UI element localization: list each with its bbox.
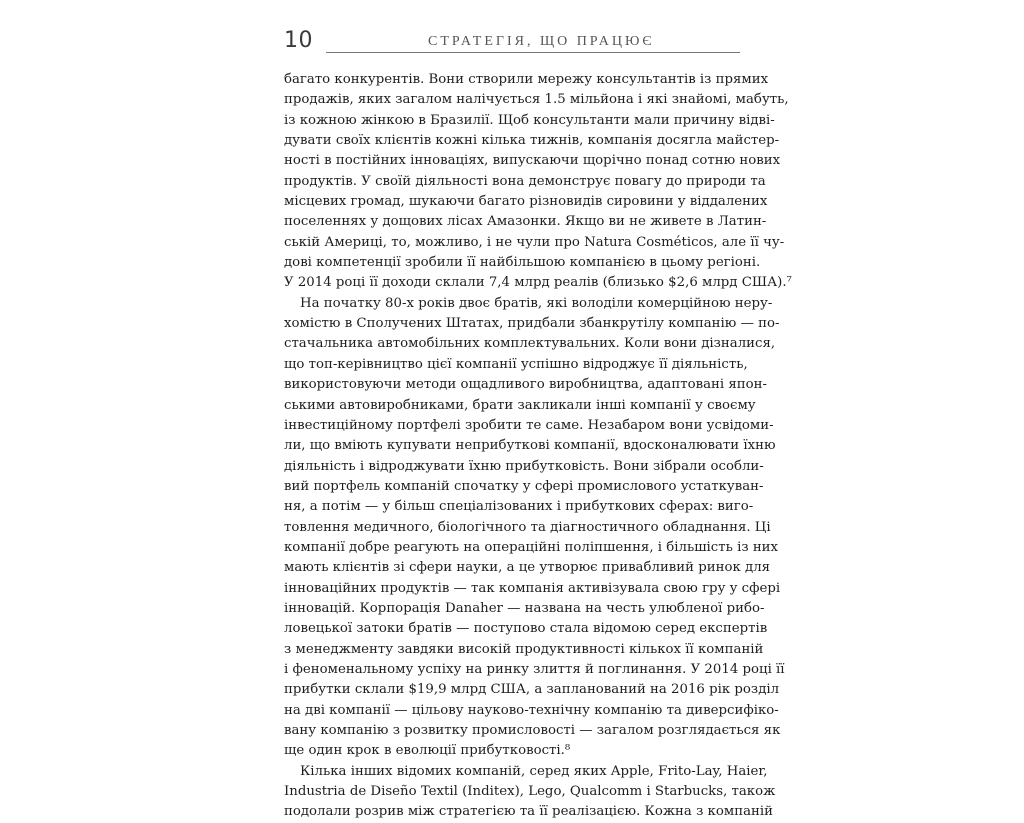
running-title: СТРАТЕГІЯ, ЩО ПРАЦЮЄ bbox=[428, 34, 655, 49]
text-line: подолали розрив між стратегією та її реалізацією. Кожна з компаній bbox=[284, 804, 773, 820]
text-line: вий портфель компаній спочатку у сфері промислового устаткуван- bbox=[284, 478, 764, 494]
text-line: багато конкурентів. Вони створили мережу консультантів із прямих bbox=[284, 72, 769, 87]
text-line: мають клієнтів зі сфери науки, а це утворює привабливий ринок для bbox=[284, 560, 771, 576]
text-line: компанії добре реагують на операційні поліпшення, і більшість із них bbox=[284, 539, 779, 555]
text-line: У 2014 році її доходи склали 7,4 млрд реалів (близько $2,6 млрд США).⁷ bbox=[284, 275, 792, 291]
text-line: поселеннях у дощових лісах Амазонки. Якщо ви не живете в Латин- bbox=[284, 214, 767, 230]
text-line: ській Америці, то, можливо, і не чули про Natura Cosméticos, але її чу- bbox=[284, 234, 785, 250]
text-line: Кілька інших відомих компаній, серед яких Apple, Frito-Lay, Haier, bbox=[300, 763, 768, 779]
body-text bbox=[284, 70, 792, 823]
text-line: на дві компанії — цільову науково-технічну компанію та диверсифіко- bbox=[284, 702, 779, 718]
text-line: стачальника автомобільних комплектувальних. Коли вони дізналися, bbox=[284, 336, 776, 352]
text-line: використовуючи методи ощадливого виробництва, адаптовані япон- bbox=[284, 377, 767, 393]
header-rule bbox=[326, 52, 740, 53]
paragraph bbox=[284, 294, 785, 762]
text-line: інновацій. Корпорація Danaher — названа на честь улюбленої рибо- bbox=[284, 600, 765, 616]
text-line: ськими автовиробниками, брати закликали інші компанії у своєму bbox=[284, 397, 756, 413]
text-line: товлення медичного, біологічного та діагностичного обладнання. Ці bbox=[284, 519, 771, 535]
text-line: інвестиційному портфелі зробити те саме. Незабаром вони усвідоми- bbox=[284, 417, 774, 433]
text-line: інноваційних продуктів — так компанія активізувала свою гру у сфері bbox=[284, 580, 781, 596]
text-line: продажів, яких загалом налічується 1.5 мільйона і які знайомі, мабуть, bbox=[284, 92, 789, 108]
text-line: продуктів. У своїй діяльності вона демонструє повагу до природи та bbox=[284, 173, 766, 189]
text-line: ності в постійних інноваціях, випускаючи щорічно понад сотню нових bbox=[284, 153, 781, 169]
text-line: дові компетенції зробили її найбільшою компанією в цьому регіоні. bbox=[284, 255, 761, 271]
text-line: ловецької затоки братів — поступово стала відомою серед експертів bbox=[284, 621, 768, 637]
text-line: прибутки склали $19,9 млрд США, а запланований на 2016 рік розділ bbox=[284, 682, 780, 698]
paragraph bbox=[284, 762, 776, 823]
text-line: хомістю в Сполучених Штатах, придбали збанкрутілу компанію — по- bbox=[284, 316, 780, 332]
page-number: 10 bbox=[284, 28, 313, 53]
text-line: з менеджменту завдяки високій продуктивності кількох її компаній bbox=[284, 641, 764, 657]
text-line: що топ-керівництво цієї компанії успішно відроджує її діяльність, bbox=[284, 356, 748, 372]
text-line: ли, що вміють купувати неприбуткові компанії, вдосконалювати їхню bbox=[284, 438, 776, 454]
text-line: і феноменальному успіху на ринку злиття й поглинання. У 2014 році її bbox=[284, 661, 785, 677]
text-line: із кожною жінкою в Бразилії. Щоб консультанти мали причину відві- bbox=[284, 112, 775, 128]
page-header bbox=[284, 28, 740, 58]
text-line: вану компанію з розвитку промисловості — загалом розглядається як bbox=[284, 723, 781, 738]
text-line: місцевих громад, шукаючи багато різновидів сировини у віддалених bbox=[284, 194, 768, 210]
text-line: Industria de Diseño Textil (Inditex), Lego, Qualcomm і Starbucks, також bbox=[284, 784, 776, 800]
paragraph bbox=[284, 70, 792, 294]
text-line: ня, а потім — у більш спеціалізованих і прибуткових сферах: виго- bbox=[284, 499, 754, 515]
text-line: дувати своїх клієнтів кожні кілька тижнів, компанія досягла майстер- bbox=[284, 133, 780, 149]
text-line: діяльність і відроджувати їхню прибутковість. Вони зібрали особли- bbox=[284, 458, 764, 474]
text-line: На початку 80-х років двоє братів, які володіли комерційною неру- bbox=[300, 295, 773, 311]
text-line: ще один крок в еволюції прибутковості.⁸ bbox=[284, 743, 571, 759]
